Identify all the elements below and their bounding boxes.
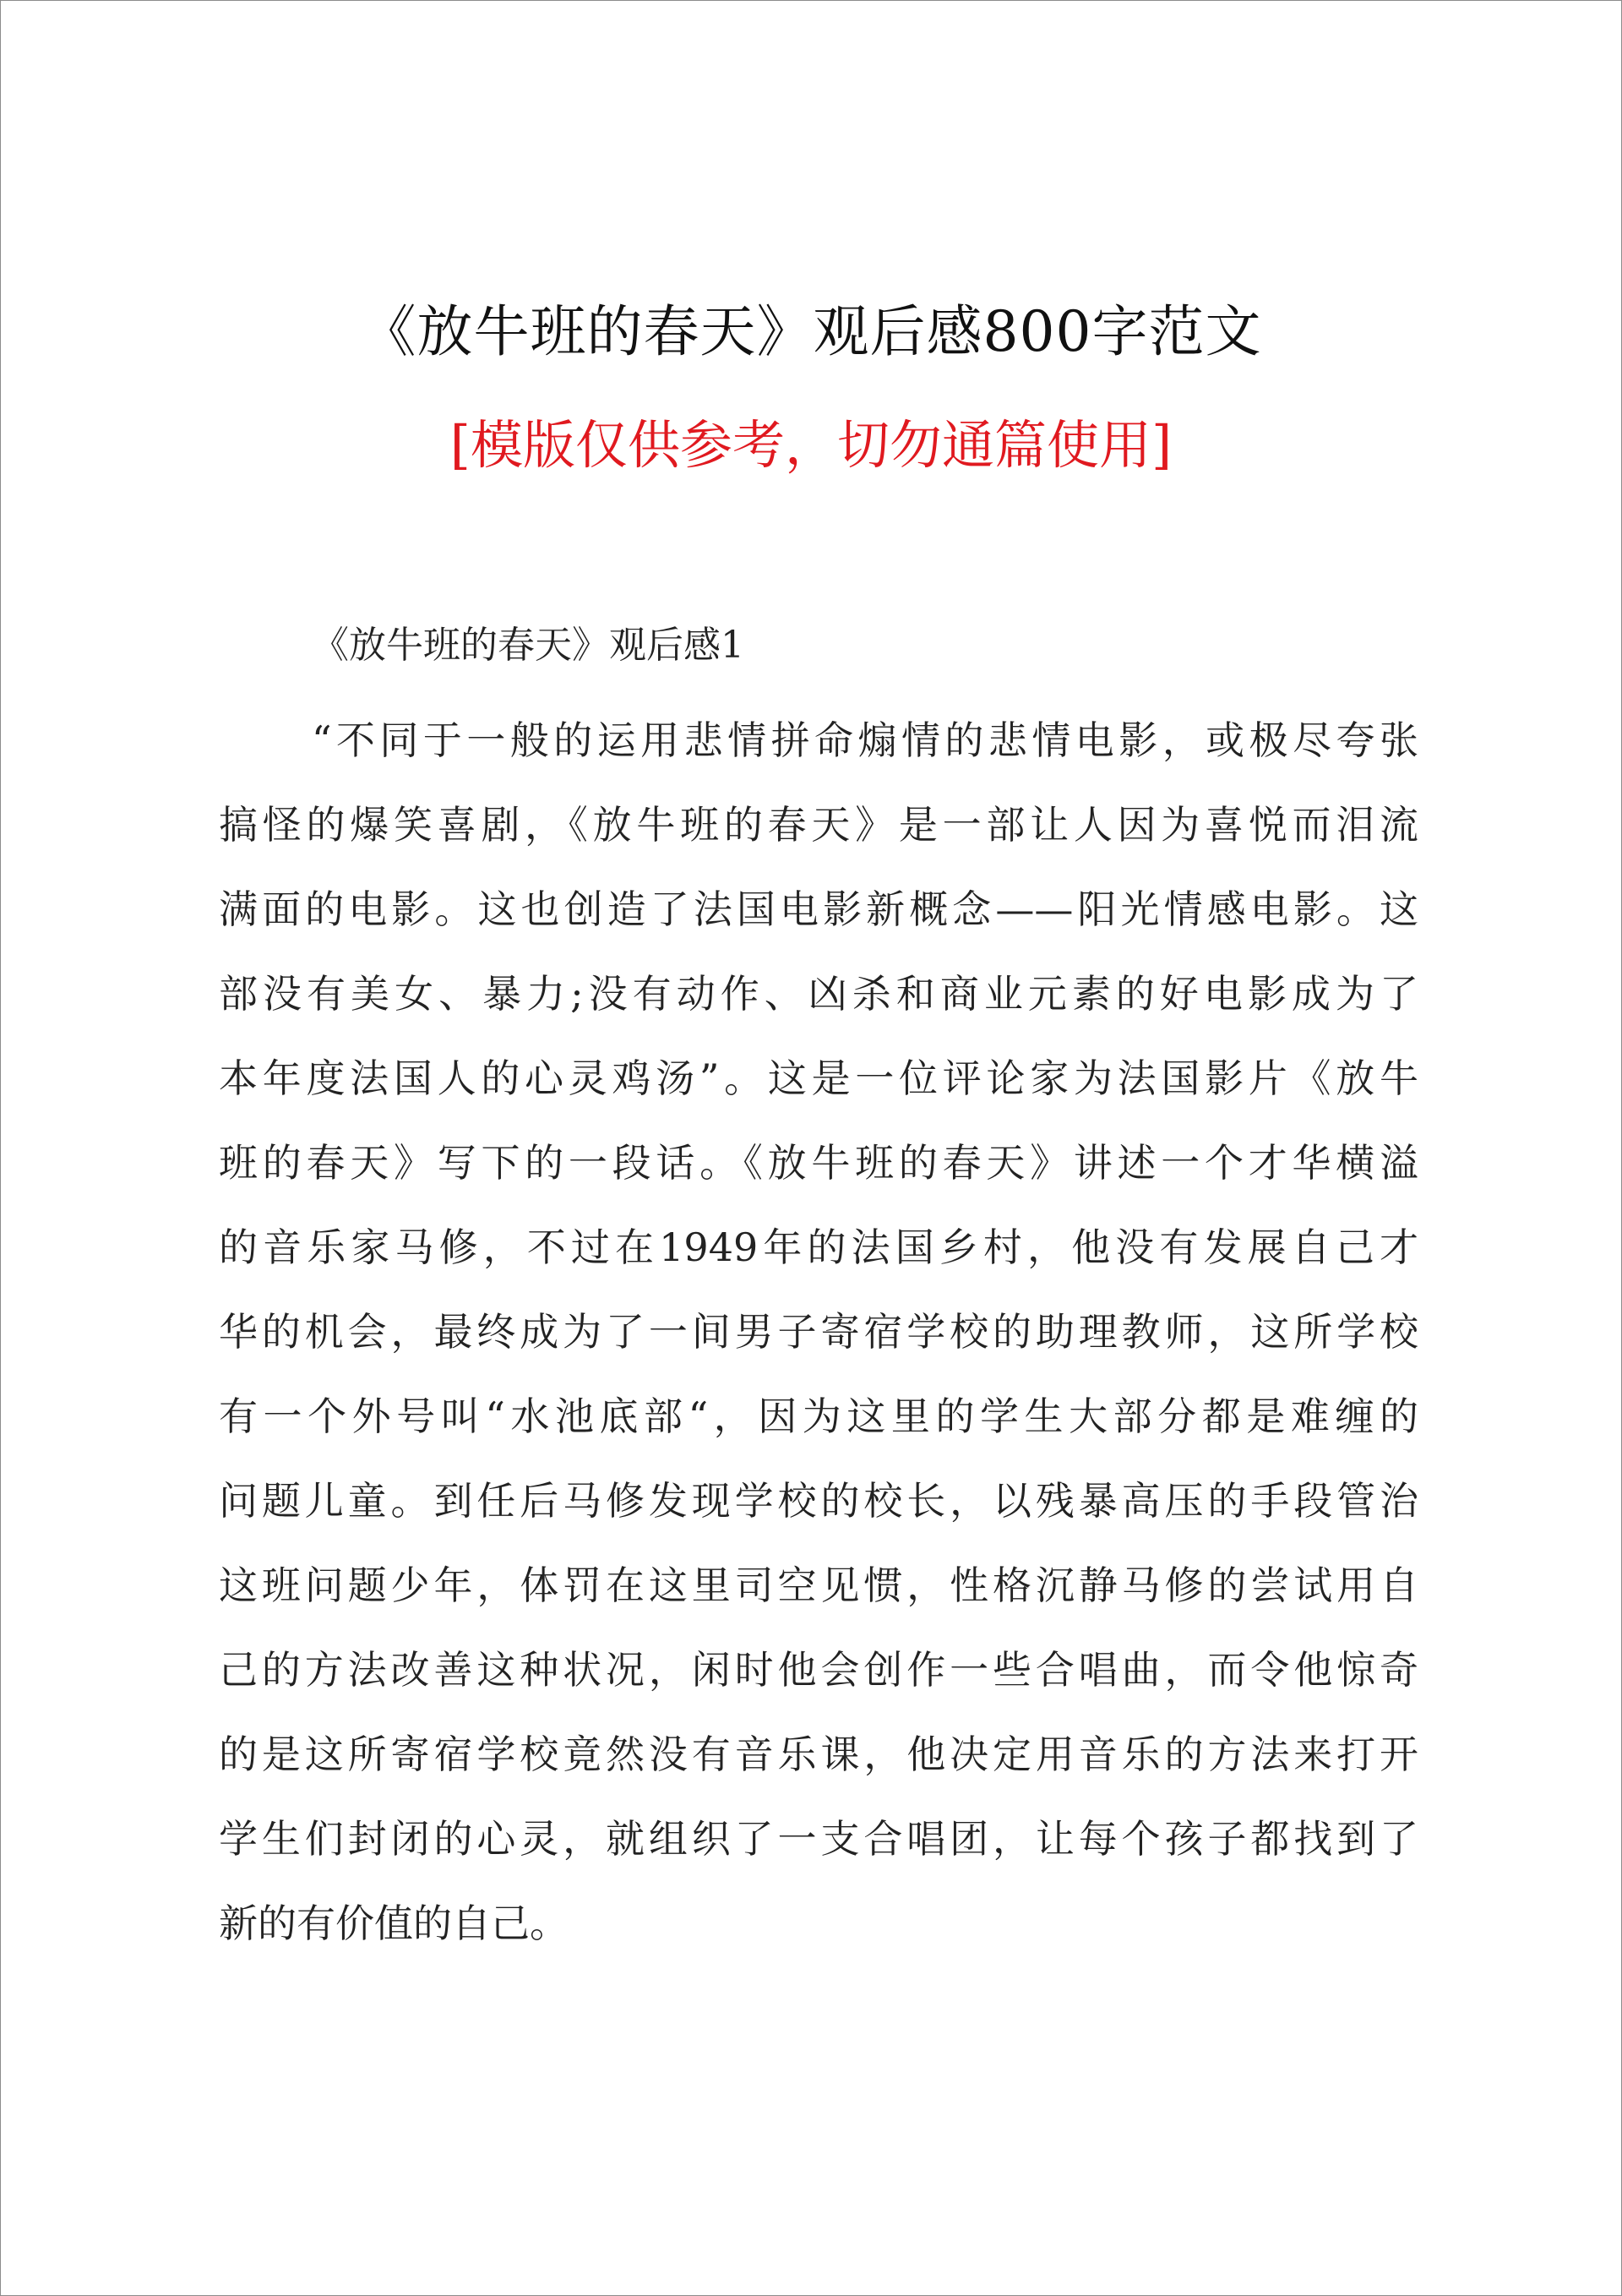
section-heading: 《放牛班的春天》观后感1	[312, 624, 744, 667]
paragraph-line: 问题儿童。到任后马修发现学校的校长，以残暴高压的手段管治	[219, 1478, 1418, 1524]
paragraph-line: “不同于一般的运用悲情拼命煽情的悲情电影，或极尽夸张	[312, 717, 1418, 763]
paragraph-line: 这班问题少年，体罚在这里司空见惯，性格沉静马修的尝试用自	[219, 1562, 1418, 1608]
paragraph-line: 搞怪的爆笑喜剧，《放牛班的春天》是一部让人因为喜悦而泪流	[219, 802, 1418, 848]
paragraph-line: 华的机会，最终成为了一间男子寄宿学校的助理教师，这所学校	[219, 1309, 1418, 1355]
paragraph-line: 的是这所寄宿学校竟然没有音乐课，他决定用音乐的方法来打开	[219, 1732, 1418, 1777]
paragraph-line: 己的方法改善这种状况，闲时他会创作一些合唱曲，而令他惊奇	[219, 1647, 1418, 1693]
paragraph-line: 有一个外号叫“水池底部“，因为这里的学生大部分都是难缠的	[219, 1393, 1418, 1439]
template-disclaimer: [模版仅供参考，切勿通篇使用]	[449, 414, 1173, 476]
paragraph-line: 部没有美女、暴力;没有动作、凶杀和商业元素的好电影成为了	[219, 971, 1418, 1017]
document-title: 《放牛班的春天》观后感800字范文	[360, 299, 1262, 364]
paragraph-line: 新的有价值的自己。	[219, 1901, 569, 1946]
paragraph-line: 本年度法国人的心灵鸡汤”。这是一位评论家为法国影片《放牛	[219, 1055, 1418, 1101]
paragraph-line: 班的春天》写下的一段话。《放牛班的春天》讲述一个才华横溢	[219, 1140, 1418, 1186]
paragraph-line: 的音乐家马修，不过在1949年的法国乡村，他没有发展自己才	[219, 1224, 1418, 1270]
paragraph-line: 满面的电影。这也创造了法国电影新概念——阳光情感电影。这	[219, 886, 1418, 932]
body-paragraph	[219, 698, 1418, 1966]
paragraph-line: 学生们封闭的心灵，就组织了一支合唱团，让每个孩子都找到了	[219, 1816, 1418, 1862]
